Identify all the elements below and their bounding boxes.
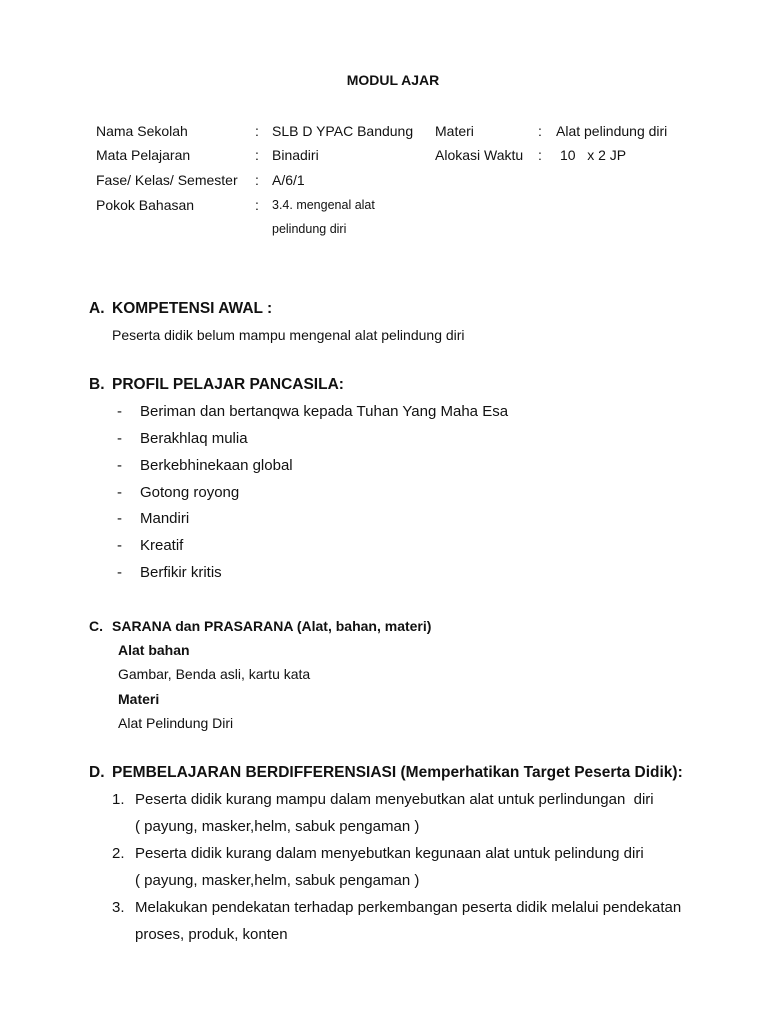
- numbered-item-number: 1.: [112, 791, 125, 808]
- section-a-heading: KOMPETENSI AWAL :: [112, 300, 273, 317]
- info-label-mapel: Mata Pelajaran: [96, 147, 191, 163]
- numbered-item-number: 3.: [112, 899, 125, 916]
- list-bullet: -: [117, 403, 122, 420]
- list-bullet: -: [117, 537, 122, 554]
- list-bullet: -: [117, 457, 122, 474]
- info-label-materi: Materi: [435, 123, 474, 139]
- section-c-heading: SARANA dan PRASARANA (Alat, bahan, materi): [112, 618, 432, 634]
- info-value-sekolah: SLB D YPAC Bandung: [272, 123, 414, 139]
- info-sep-alokasi: :: [538, 147, 542, 163]
- list-item: Berkebhinekaan global: [140, 457, 293, 474]
- info-sep-materi: :: [538, 123, 542, 139]
- list-item: Beriman dan bertanqwa kepada Tuhan Yang Maha Esa: [140, 403, 509, 420]
- info-sep-fase: :: [255, 172, 259, 188]
- section-c-sub1-label: Alat bahan: [118, 642, 190, 658]
- list-bullet: -: [117, 430, 122, 447]
- section-c-letter: C.: [89, 618, 103, 634]
- info-label-alokasi: Alokasi Waktu: [435, 147, 524, 163]
- list-item: Berfikir kritis: [140, 564, 222, 581]
- numbered-item-line1: Peserta didik kurang mampu dalam menyebutkan alat untuk perlindungan diri: [135, 791, 654, 808]
- info-label-pokok: Pokok Bahasan: [96, 197, 195, 213]
- list-item: Gotong royong: [140, 484, 240, 501]
- info-value-alokasi: 10 x 2 JP: [560, 147, 627, 163]
- info-label-fase: Fase/ Kelas/ Semester: [96, 172, 238, 188]
- info-value-pokok-line1: 3.4. mengenal alat: [272, 198, 375, 212]
- info-value-pokok-line2: pelindung diri: [272, 222, 347, 236]
- section-b-letter: B.: [89, 376, 105, 393]
- info-sep-mapel: :: [255, 147, 259, 163]
- section-a-text: Peserta didik belum mampu mengenal alat pelindung diri: [112, 327, 465, 343]
- numbered-item-line1: Melakukan pendekatan terhadap perkembangan peserta didik melalui pendekatan: [135, 899, 682, 916]
- section-c-sub2-label: Materi: [118, 691, 160, 707]
- list-bullet: -: [117, 484, 122, 501]
- page-title: MODUL AJAR: [346, 72, 440, 88]
- list-bullet: -: [117, 564, 122, 581]
- section-c-sub1-text: Gambar, Benda asli, kartu kata: [118, 666, 311, 682]
- section-d-letter: D.: [89, 764, 105, 781]
- numbered-item-line2: ( payung, masker,helm, sabuk pengaman ): [135, 872, 420, 889]
- info-label-sekolah: Nama Sekolah: [96, 123, 188, 139]
- info-sep-pokok: :: [255, 197, 259, 213]
- list-item: Kreatif: [140, 537, 184, 554]
- numbered-item-line2: proses, produk, konten: [135, 926, 288, 943]
- section-b-heading: PROFIL PELAJAR PANCASILA:: [112, 376, 344, 393]
- list-item: Berakhlaq mulia: [140, 430, 248, 447]
- section-d-heading: PEMBELAJARAN BERDIFFERENSIASI (Memperhatikan Target Peserta Didik):: [112, 764, 683, 781]
- info-value-materi: Alat pelindung diri: [556, 123, 668, 139]
- numbered-item-line2: ( payung, masker,helm, sabuk pengaman ): [135, 818, 420, 835]
- info-value-fase: A/6/1: [272, 172, 305, 188]
- info-value-mapel: Binadiri: [272, 147, 319, 163]
- info-sep-sekolah: :: [255, 123, 259, 139]
- list-item: Mandiri: [140, 510, 190, 527]
- section-a-letter: A.: [89, 300, 105, 317]
- list-bullet: -: [117, 510, 122, 527]
- section-c-sub2-text: Alat Pelindung Diri: [118, 715, 234, 731]
- numbered-item-line1: Peserta didik kurang dalam menyebutkan kegunaan alat untuk pelindung diri: [135, 845, 644, 862]
- numbered-item-number: 2.: [112, 845, 125, 862]
